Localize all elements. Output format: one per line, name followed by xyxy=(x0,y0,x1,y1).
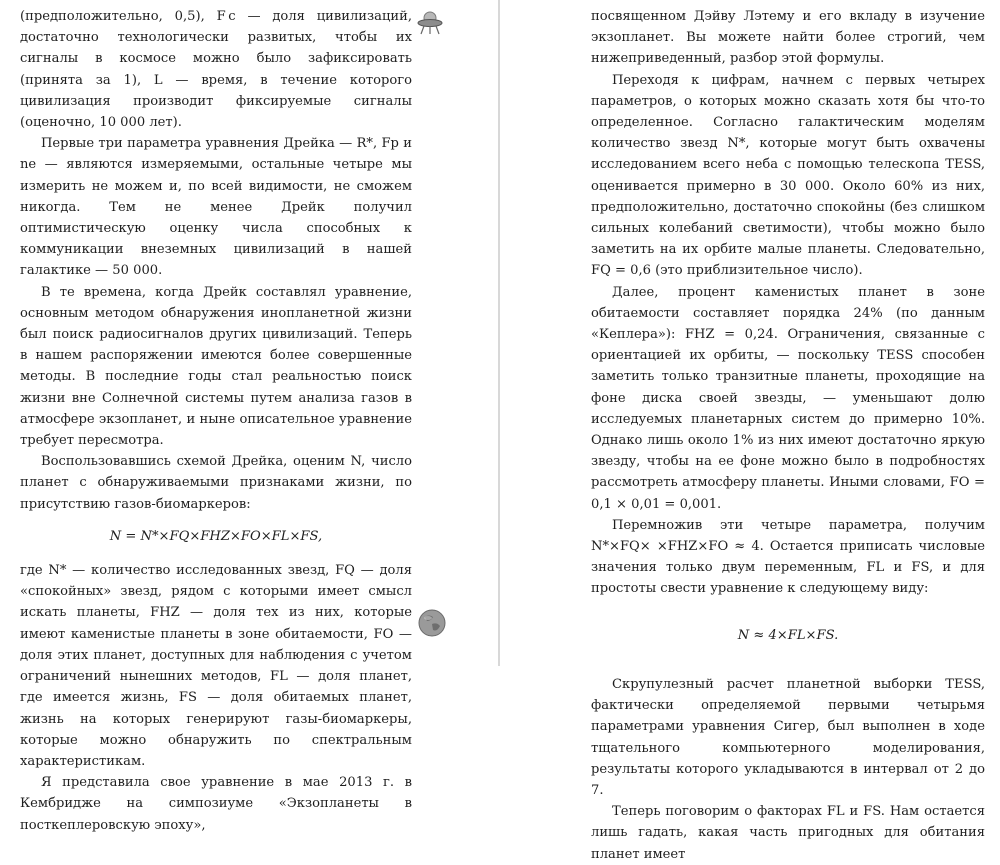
paragraph: где N* — количество исследованных звезд, FQ — доля «спокойных» звезд, рядом с которыми имеет смысл искать планеты, FHZ — доля тех из них, которые имеют каменистые планеты в зоне обитаемости, FO — доля этих планет, доступных для наблюдения с учетом ограничений нынешних методов, FL — доля планет, где имеется жизнь, FS — доля обитаемых планет, жизнь на которых генерируют газы-биомаркеры, которые можно обнаружить по спектральным характеристикам. xyxy=(20,563,412,769)
paragraph: Теперь поговорим о факторах FL и FS. Нам остается лишь гадать, какая часть пригодных для обитания планет имеет xyxy=(591,804,985,862)
drake-seager-formula: N = N*×FQ×FHZ×FO×FL×FS, xyxy=(109,528,323,544)
paragraph: (предположительно, 0,5), F c — доля цивилизаций, достаточно технологически развитых, чтобы их сигналы в космосе можно было зафиксировать (принята за 1), L — время, в течение которого цивилизация производит фиксируемые сигналы (оценочно, 10 000 лет). xyxy=(20,9,412,131)
paragraph: Переходя к цифрам, начнем с первых четырех параметров, о которых можно сказать хотя бы что-то определенное. Согласно галактическим моделям количество звезд N*, которые могут быть охвачены исследованием всего неба с помощью телескопа TESS, оценивается примерно в 30 000. Около 60% из них, предположительно, достаточно спокойны (без слишком сильных колебаний светимости), чтобы можно было заметить на их орбите малые планеты. Следовательно, FQ = 0,6 (это приблизительное число). xyxy=(591,72,985,279)
paragraph: Далее, процент каменистых планет в зоне обитаемости составляет порядка 24% (по данным «Кеплера»): FHZ = 0,24. Ограничения, связанные с ориентацией их орбиты, — поскольку TESS способен заметить только транзитные планеты, проходящие на фоне диска своей звезды, — уменьшают долю исследуемых планетарных систем до примерно 10%. Однако лишь около 1% из них имеют достаточно яркую звезду, чтобы на ее фоне можно было в подробностях рассмотреть атмосферу планеты. Иными словами, FO = 0,1 × 0,01 = 0,001. xyxy=(591,284,985,512)
right-text-column xyxy=(591,6,985,865)
paragraph: посвященном Дэйву Лэтему и его вкладу в изучение экзопланет. Вы можете найти более строгий, чем нижеприведенный, разбор этой формулы. xyxy=(591,9,985,67)
paragraph: Я представила свое уравнение в мае 2013 г. в Кембридже на симпозиуме «Экзопланеты в посткеплеровскую эпоху», xyxy=(20,775,412,833)
paragraph: Первые три параметра уравнения Дрейка — R*, Fp и ne — являются измеряемыми, остальные четыре мы измерить не можем и, по всей видимости, не сможем никогда. Тем не менее Дрейк получил оптимистическую оценку числа способных к коммуникации внеземных цивилизаций в нашей галактике — 50 000. xyxy=(20,136,412,279)
paragraph: Воспользовавшись схемой Дрейка, оценим N, число планет с обнаруживаемыми признаками жизни, по присутствию газов-биомаркеров: xyxy=(20,454,412,512)
ufo-icon xyxy=(415,7,445,37)
paragraph: В те времена, когда Дрейк составлял уравнение, основным методом обнаружения инопланетной жизни был поиск радиосигналов других цивилизаций. Теперь в нашем распоряжении имеются более совершенные методы. В последние годы стал реальностью поиск жизни вне Солнечной системы путем анализа газов в атмосфере экзопланет, и ныне описательное уравнение требует пересмотра. xyxy=(20,284,412,449)
left-page xyxy=(0,0,498,833)
simplified-formula: N ≈ 4×FL×FS. xyxy=(737,627,839,643)
paragraph: Скрупулезный расчет планетной выборки TESS, фактически определяемой первыми четырьмя параметрами уравнения Сигер, был выполнен в ходе тщательного компьютерного моделирования, результаты которого укладываются в интервал от 2 до 7. xyxy=(591,676,985,798)
paragraph: Перемножив эти четыре параметра, получим N*×FQ× ×FHZ×FO ≈ 4. Остается приписать числовые значения только двум переменным, FL и FS, и для простоты свести уравнение к следующему виду: xyxy=(591,517,985,597)
right-page xyxy=(500,0,1000,862)
left-text-column xyxy=(20,6,412,836)
globe-icon xyxy=(417,608,447,638)
